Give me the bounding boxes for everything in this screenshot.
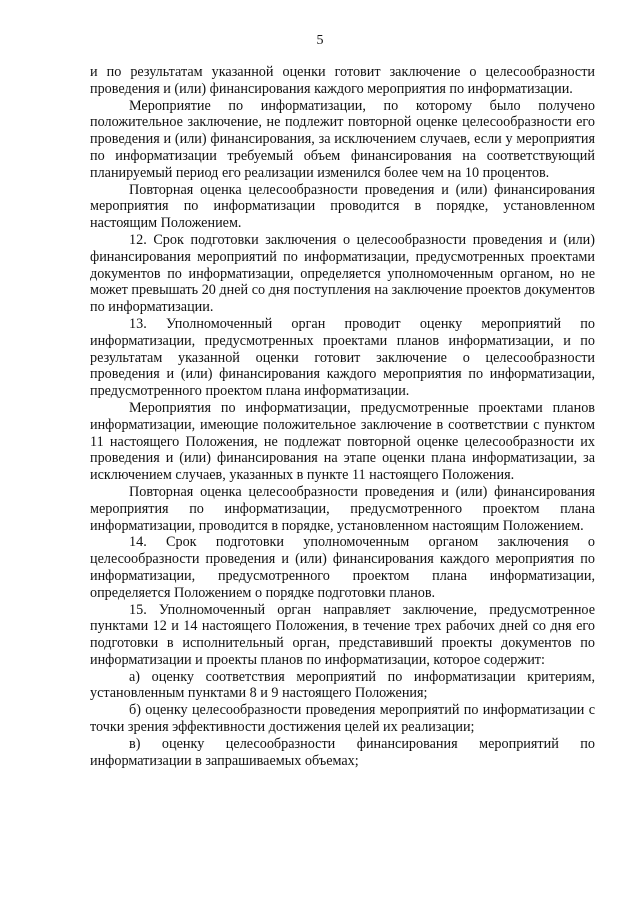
subitem-a: а) оценку соответствия мероприятий по информатизации критериям, установленным пунктами 8 и 9 настоящего Положения; [90, 668, 595, 702]
paragraph-item-14: 14. Срок подготовки уполномоченным органом заключения о целесообразности проведения и (или) финансирования каждого мероприятия по информатизации, предусмотренного проектом плана информатизации, определяется Положением о порядке подготовки планов. [90, 534, 595, 601]
paragraph: Мероприятие по информатизации, по которому было получено положительное заключение, не подлежит повторной оценке целесообразности его проведения и (или) финансирования, за исключением случаев, если у мероприятия по информатизации требуемый объем финансирования на соответствующий планируемый период его реализации изменился более чем на 10 процентов. [90, 97, 595, 181]
page-number: 5 [316, 33, 324, 48]
paragraph-item-15: 15. Уполномоченный орган направляет заключение, предусмотренное пунктами 12 и 14 настоящего Положения, в течение трех рабочих дней со дня его подготовки в исполнительный орган, представивший проекты документов по информатизации и проекты планов по информатизации, которое содержит: [90, 601, 595, 668]
subitem-v: в) оценку целесообразности финансирования мероприятий по информатизации в запрашиваемых объемах; [90, 735, 595, 769]
paragraph: Повторная оценка целесообразности проведения и (или) финансирования мероприятия по информатизации, предусмотренного проектом плана информатизации, проводится в порядке, установленном настоящим Положением. [90, 483, 595, 534]
paragraph: Мероприятия по информатизации, предусмотренные проектами планов информатизации, имеющие положительное заключение в соответствии с пунктом 11 настоящего Положения, не подлежат повторной оценке целесообразности их проведения и (или) финансирования на этапе оценки плана информатизации, за исключением случаев, указанных в пункте 11 настоящего Положения. [90, 399, 595, 484]
paragraph: Повторная оценка целесообразности проведения и (или) финансирования мероприятия по информатизации проводится в порядке, установленном настоящим Положением. [90, 181, 595, 232]
paragraph-continuation: и по результатам указанной оценки готовит заключение о целесообразности проведения и (или) финансирования каждого мероприятия по информатизации. [90, 64, 595, 97]
document-body [90, 64, 595, 769]
subitem-b: б) оценку целесообразности проведения мероприятий по информатизации с точки зрения эффективности достижения целей их реализации; [90, 702, 595, 736]
paragraph-item-13: 13. Уполномоченный орган проводит оценку мероприятий по информатизации, предусмотренных проектами планов информатизации, и по результатам указанной оценки готовит заключение о целесообразности проведения и (или) финансирования каждого мероприятия по информатизации, предусмотренного проектом плана информатизации. [90, 315, 595, 400]
paragraph-item-12: 12. Срок подготовки заключения о целесообразности проведения и (или) финансирования мероприятий по информатизации, предусмотренных проектами документов по информатизации, определяется уполномоченным органом, но не может превышать 20 дней со дня поступления на заключение проектов документов по информатизации. [90, 231, 595, 316]
